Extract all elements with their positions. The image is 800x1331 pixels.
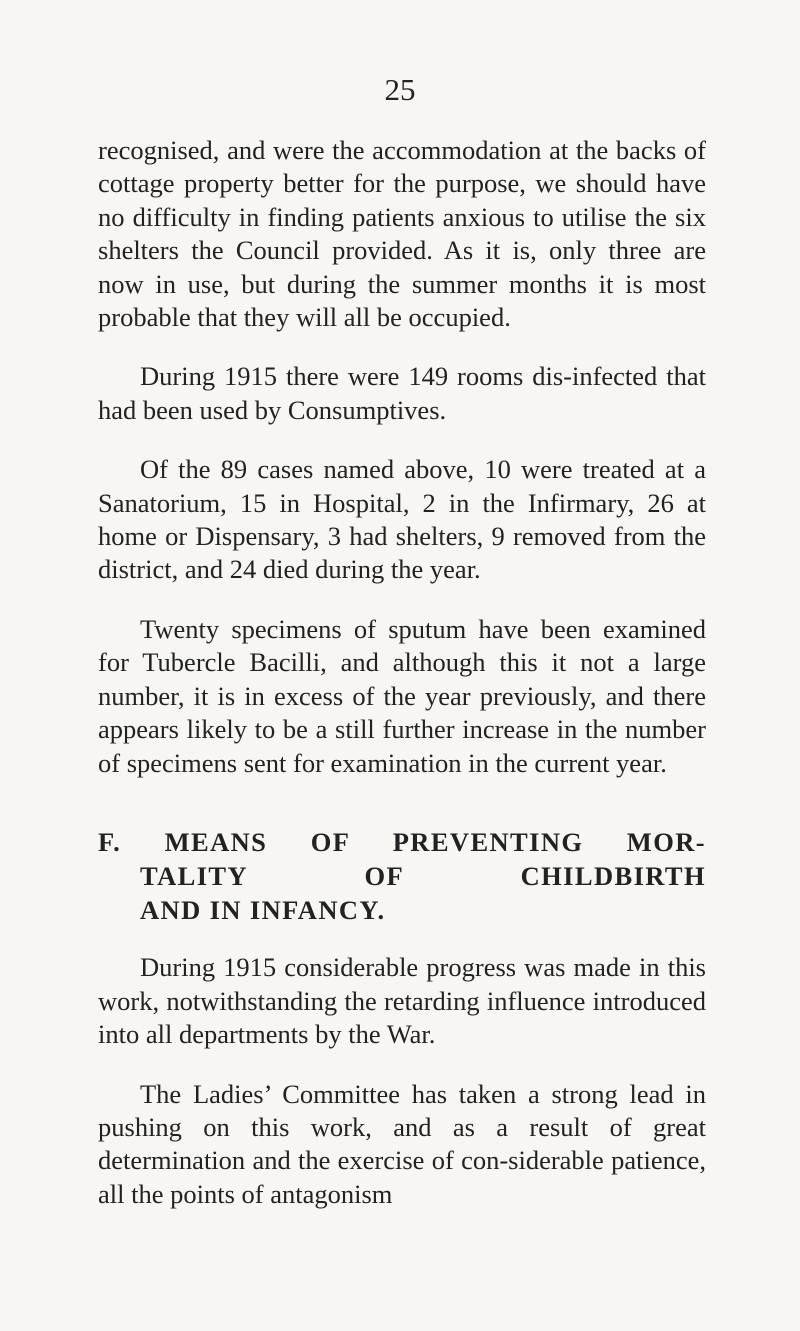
page-number: 25 (384, 72, 416, 107)
body-text (98, 134, 706, 1211)
paragraph-disinfection: During 1915 there were 149 rooms dis-infected that had been used by Consumptives. (98, 361, 706, 425)
section-heading-line-3: AND IN INFANCY. (140, 894, 386, 925)
paragraph-ladies-committee: The Ladies’ Committee has taken a strong lead in pushing on this work, and as a result of great determination and the exercise of con-siderable patience, all the points of antagonism (98, 1078, 706, 1209)
section-heading-line-1: F. MEANS OF PREVENTING MOR- (98, 826, 706, 857)
section-heading (98, 826, 706, 927)
paragraph-progress: During 1915 considerable progress was made in this work, notwithstanding the retarding influence introduced into all departments by the War. (98, 952, 706, 1050)
section-heading-line-2: TALITY OF CHILDBIRTH (140, 860, 706, 891)
paragraph-shelters: recognised, and were the accommodation at the backs of cottage property better for the purpose, we should have no difficulty in finding patients anxious to utilise the six shelters the Council provided. As it is, only three are now in use, but during the summer months it is most probable that they will all be occupied. (98, 135, 706, 333)
paragraph-sputum-specimens: Twenty specimens of sputum have been examined for Tubercle Bacilli, and although this it not a large number, it is in excess of the year previously, and there appears likely to be a still further increase in the number of specimens sent for examination in the current year. (98, 613, 706, 778)
paragraph-case-outcomes: Of the 89 cases named above, 10 were treated at a Sanatorium, 15 in Hospital, 2 in the Infirmary, 26 at home or Dispensary, 3 had shelters, 9 removed from the district, and 24 died during the year. (98, 454, 706, 585)
